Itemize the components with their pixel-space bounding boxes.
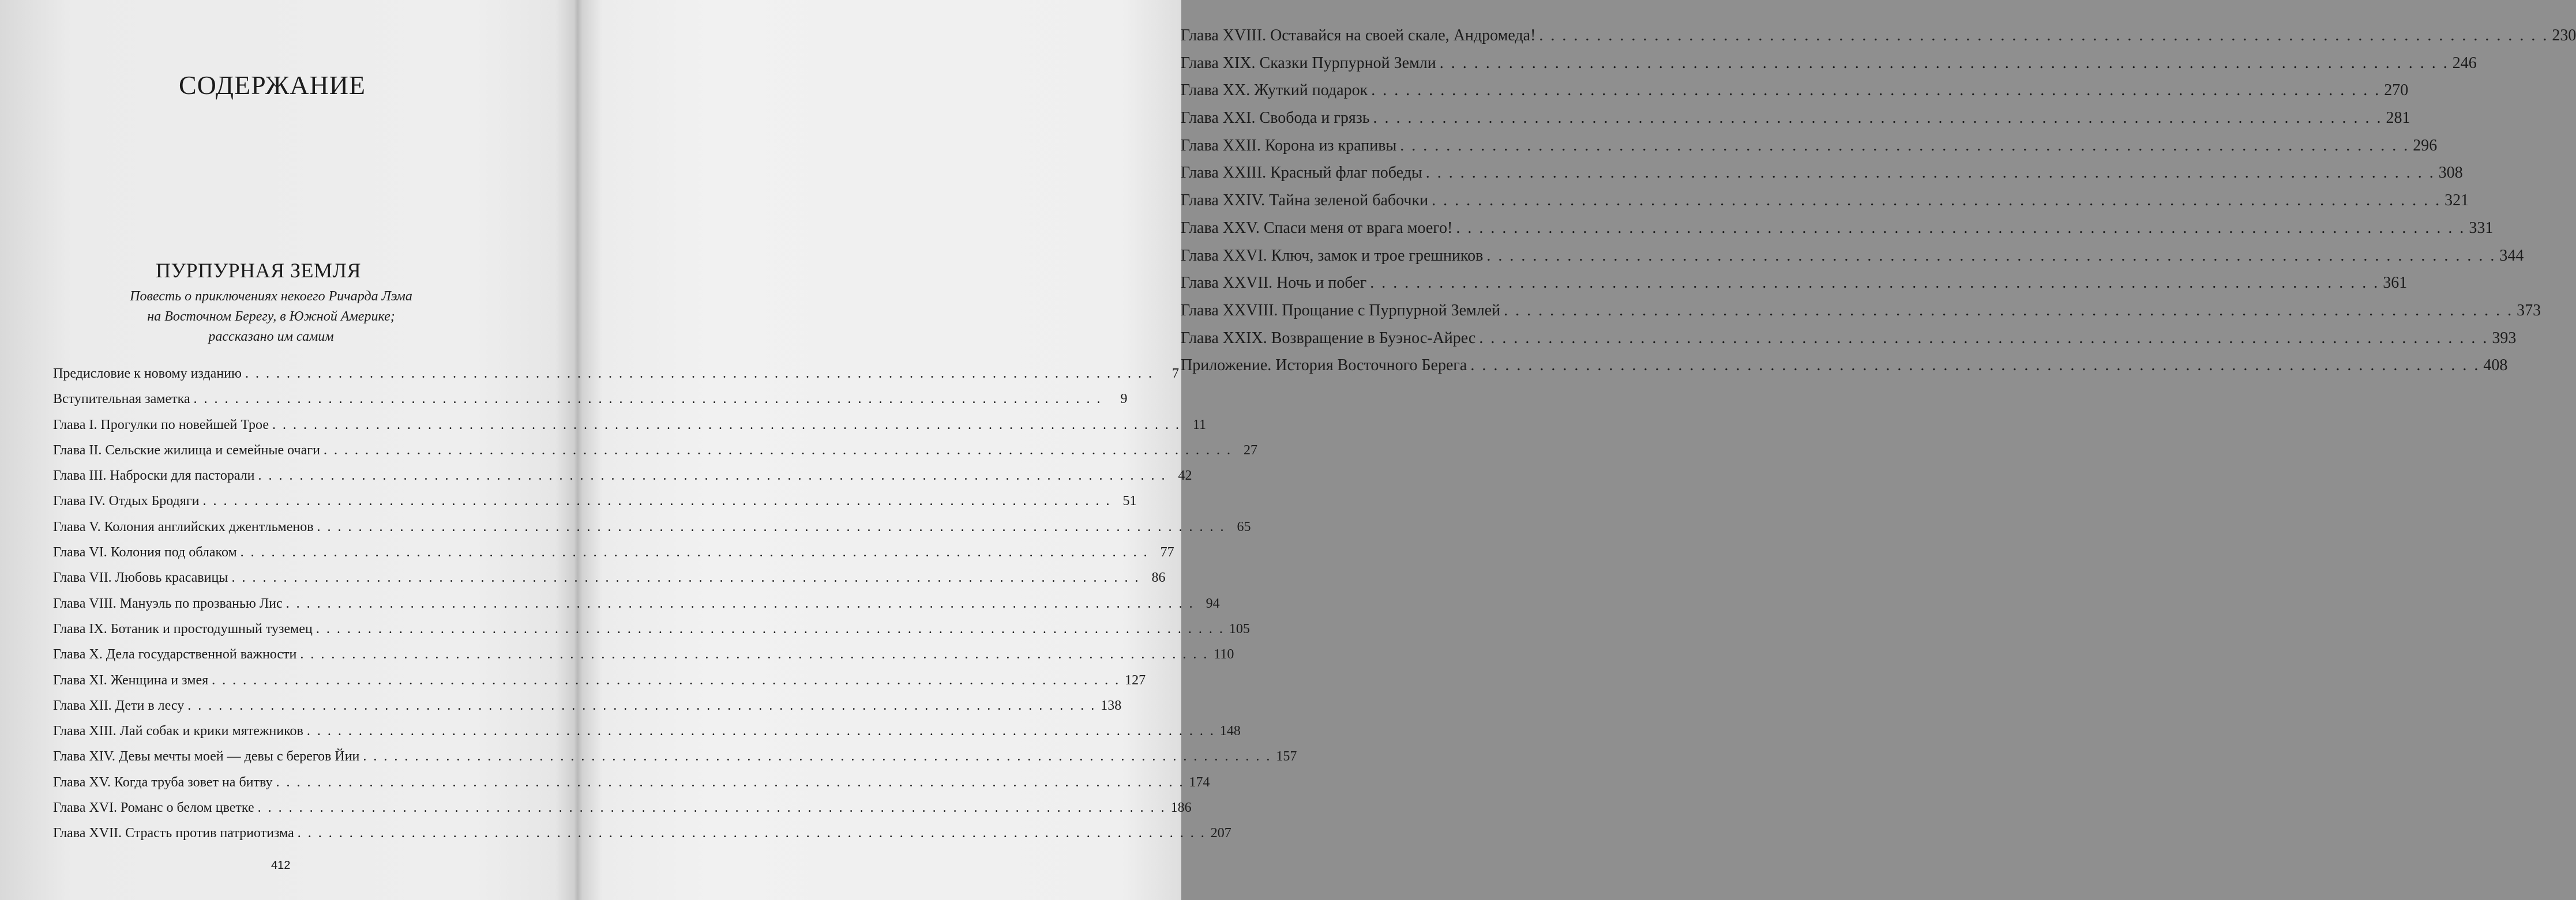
- toc-entry-title: Глава XIV. Девы мечты моей — девы с берегов Йии: [53, 749, 360, 765]
- toc-entry: [53, 412, 1207, 438]
- toc-entry-page: 11: [1192, 417, 1207, 432]
- toc-entry: [53, 386, 1128, 412]
- toc-entry-page: 296: [2413, 136, 2438, 155]
- toc-entry: [53, 488, 1137, 514]
- toc-entry-title: Глава XVIII. Оставайся на своей скале, Андромеда!: [1181, 27, 1536, 44]
- toc-entry-title: Глава VII. Любовь красавицы: [53, 570, 228, 586]
- toc-entry-page: 331: [2469, 219, 2494, 237]
- toc-entry-title: Глава IX. Ботаник и простодушный туземец: [53, 621, 313, 637]
- toc-entry-page: 246: [2452, 54, 2477, 72]
- toc-entry-title: Глава XI. Женщина и змея: [53, 672, 209, 688]
- toc-entry-page: 321: [2444, 191, 2469, 210]
- toc-entry-page: 174: [1189, 774, 1210, 790]
- toc-entry-title: Глава VIII. Мануэль по прозванью Лис: [53, 596, 283, 611]
- toc-dot-leader: [1371, 77, 2380, 104]
- toc-entry: [53, 770, 1210, 795]
- toc-entry: [53, 438, 1257, 463]
- toc-entry-title: Вступительная заметка: [53, 391, 190, 407]
- toc-entry-title: Глава I. Прогулки по новейшей Трое: [53, 417, 269, 432]
- toc-entry: [53, 693, 1122, 718]
- toc-entry: [53, 795, 1192, 820]
- toc-dot-leader: [1370, 269, 2379, 297]
- book-title: ПУРПУРНАЯ ЗЕМЛЯ: [156, 259, 361, 282]
- toc-entry: [1181, 104, 2410, 132]
- toc-entry: [1181, 132, 2438, 160]
- toc-entry-title: Глава XIII. Лай собак и крики мятежников: [53, 724, 303, 739]
- toc-entry-page: 344: [2499, 246, 2524, 265]
- toc-entry-page: 270: [2384, 81, 2409, 100]
- toc-entry-page: 51: [1122, 494, 1137, 509]
- toc-dot-leader: [1504, 297, 2513, 325]
- toc-entry: [53, 744, 1297, 769]
- toc-entry-page: 230: [2552, 27, 2576, 44]
- toc-entry-page: 373: [2517, 301, 2541, 319]
- toc-entry-page: 138: [1101, 698, 1122, 713]
- toc-dot-leader: [1400, 132, 2409, 160]
- toc-entry-page: 7: [1171, 366, 1179, 381]
- toc-entry: [53, 540, 1174, 565]
- toc-list-left: [53, 361, 1297, 846]
- toc-entry-page: 408: [2483, 356, 2508, 375]
- toc-entry-title: Глава XVI. Романс о белом цветке: [53, 800, 254, 816]
- toc-entry-page: 77: [1160, 545, 1174, 560]
- toc-entry: [53, 718, 1241, 744]
- contents-heading: СОДЕРЖАНИЕ: [179, 70, 366, 100]
- toc-entry-page: 281: [2386, 109, 2410, 127]
- toc-entry: [1181, 325, 2517, 352]
- toc-dot-leader: [1479, 325, 2488, 352]
- toc-entry: [53, 642, 1234, 667]
- toc-entry: [1181, 22, 2576, 50]
- toc-entry: [1181, 50, 2477, 77]
- toc-entry-page: 105: [1229, 621, 1250, 637]
- toc-entry-page: 65: [1237, 519, 1251, 534]
- toc-entry-title: Глава V. Колония английских джентльменов: [53, 519, 314, 534]
- toc-entry-page: 207: [1210, 826, 1231, 841]
- toc-entry-page: 42: [1178, 468, 1192, 484]
- toc-entry-title: Предисловие к новому изданию: [53, 366, 242, 381]
- book-subtitle: [87, 287, 456, 347]
- toc-entry: [1181, 77, 2409, 104]
- toc-entry: [53, 565, 1166, 590]
- toc-entry-page: 157: [1276, 749, 1297, 765]
- toc-entry-title: Глава XXVII. Ночь и побег: [1181, 274, 1367, 292]
- toc-entry-title: Глава XIX. Сказки Пурпурной Земли: [1181, 54, 1436, 72]
- toc-entry-title: Глава X. Дела государственной важности: [53, 647, 297, 662]
- toc-entry-page: 393: [2492, 329, 2517, 347]
- toc-entry-page: 361: [2383, 274, 2408, 292]
- toc-entry-page: 86: [1151, 570, 1166, 586]
- toc-list-right: [1181, 22, 2576, 379]
- toc-entry-title: Глава XXIX. Возвращение в Буэнос-Айрес: [1181, 329, 1476, 347]
- subtitle-line: рассказано им самим: [208, 329, 334, 344]
- toc-dot-leader: [1440, 50, 2449, 77]
- toc-entry: [1181, 187, 2469, 214]
- toc-dot-leader: [1470, 352, 2480, 379]
- toc-entry-page: 110: [1214, 647, 1234, 662]
- toc-entry-title: Глава XXVI. Ключ, замок и трое грешников: [1181, 246, 1484, 265]
- toc-entry-page: 9: [1120, 391, 1128, 407]
- toc-entry-page: 27: [1243, 442, 1257, 458]
- toc-entry-title: Приложение. История Восточного Берега: [1181, 356, 1467, 375]
- toc-entry-page: 186: [1170, 800, 1192, 816]
- toc-entry-page: 127: [1125, 672, 1146, 688]
- subtitle-line: на Восточном Берегу, в Южной Америке;: [147, 309, 395, 324]
- toc-entry: [53, 361, 1179, 386]
- toc-dot-leader: [1432, 187, 2441, 214]
- toc-dot-leader: [1456, 214, 2465, 242]
- toc-entry: [1181, 159, 2463, 187]
- toc-entry: [1181, 269, 2408, 297]
- toc-entry: [53, 616, 1250, 642]
- toc-entry-title: Глава IV. Отдых Бродяги: [53, 494, 200, 509]
- toc-entry-title: Глава VI. Колония под облаком: [53, 545, 237, 560]
- toc-entry-title: Глава XXV. Спаси меня от врага моего!: [1181, 219, 1453, 237]
- toc-entry: [1181, 297, 2541, 325]
- toc-entry-title: Глава XXIII. Красный флаг победы: [1181, 164, 1422, 182]
- toc-entry: [53, 820, 1231, 846]
- toc-entry: [53, 668, 1146, 693]
- toc-entry-title: Глава XXI. Свобода и грязь: [1181, 109, 1370, 127]
- toc-entry-title: Глава XII. Дети в лесу: [53, 698, 185, 713]
- toc-entry: [1181, 352, 2508, 379]
- toc-entry-title: Глава XXIV. Тайна зеленой бабочки: [1181, 191, 1429, 210]
- toc-entry: [1181, 214, 2494, 242]
- toc-entry: [53, 463, 1192, 488]
- toc-entry-title: Глава XVII. Страсть против патриотизма: [53, 826, 294, 841]
- toc-entry: [53, 514, 1251, 540]
- toc-entry: [1181, 242, 2524, 270]
- toc-entry-title: Глава XXVIII. Прощание с Пурпурной Землей: [1181, 301, 1501, 319]
- page-number: 412: [271, 859, 291, 872]
- toc-entry: [53, 591, 1220, 616]
- toc-entry-title: Глава XV. Когда труба зовет на битву: [53, 774, 273, 790]
- toc-dot-leader: [1373, 104, 2383, 132]
- toc-entry-title: Глава III. Наброски для пасторали: [53, 468, 255, 484]
- toc-dot-leader: [1539, 22, 2548, 50]
- toc-entry-page: 148: [1219, 724, 1241, 739]
- toc-entry-title: Глава XXII. Корона из крапивы: [1181, 136, 1397, 155]
- toc-dot-leader: [1426, 159, 2435, 187]
- subtitle-line: Повесть о приключениях некоего Ричарда Лэма: [130, 289, 412, 304]
- toc-entry-page: 94: [1206, 596, 1220, 611]
- toc-entry-title: Глава XX. Жуткий подарок: [1181, 81, 1368, 100]
- toc-dot-leader: [1486, 242, 2496, 270]
- toc-entry-page: 308: [2438, 164, 2463, 182]
- toc-entry-title: Глава II. Сельские жилища и семейные очаги: [53, 442, 320, 458]
